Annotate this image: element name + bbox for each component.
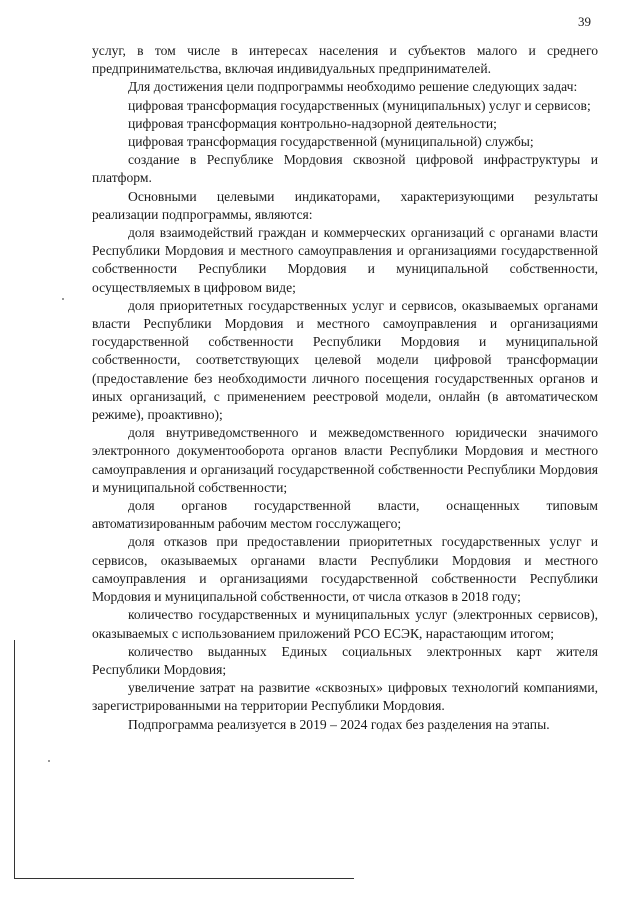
- page-number: 39: [578, 14, 591, 29]
- document-body: [92, 42, 598, 734]
- list-item: увеличение затрат на развитие «сквозных» цифровых технологий компаниями, зарегистрированными на территории Республики Мордовия.: [92, 680, 598, 714]
- list-item: доля отказов при предоставлении приоритетных государственных услуг и сервисов, оказываемых органами власти Республики Мордовия и местного самоуправления и организациями государственной собственности Республики Мордовия и муниципальной собственности, от числа отказов в 2018 году;: [92, 534, 598, 605]
- paragraph: Для достижения цели подпрограммы необходимо решение следующих задач:: [128, 79, 578, 95]
- scan-speck: [48, 760, 50, 762]
- paragraph: Основными целевыми индикаторами, характеризующими результаты реализации подпрограммы, являются:: [92, 188, 598, 222]
- list-item: доля органов государственной власти, оснащенных типовым автоматизированным рабочим местом госслужащего;: [92, 498, 598, 532]
- list-item: создание в Республике Мордовия сквозной цифровой инфраструктуры и платформ.: [92, 152, 598, 186]
- list-item: цифровая трансформация контрольно-надзорной деятельности;: [128, 115, 497, 131]
- list-item: доля внутриведомственного и межведомственного юридически значимого электронного документооборота органов власти Республики Мордовия и местного самоуправления и организаций государственной собственности Республики Мордовия и муниципальной собственности;: [92, 425, 598, 495]
- paragraph: услуг, в том числе в интересах населения и субъектов малого и среднего предпринимательства, включая индивидуальных предпринимателей.: [92, 43, 598, 77]
- scan-speck: [62, 298, 64, 300]
- paragraph: Подпрограмма реализуется в 2019 – 2024 годах без разделения на этапы.: [128, 716, 550, 732]
- scan-edge-line-horizontal: [14, 878, 354, 879]
- list-item: доля взаимодействий граждан и коммерческих организаций с органами власти Республики Мордовия и местного самоуправления и организациями государственной собственности Республики Мордовия и муниципальной собственности, осуществляемых в цифровом виде;: [92, 225, 598, 295]
- list-item: количество выданных Единых социальных электронных карт жителя Республики Мордовия;: [92, 643, 598, 677]
- scan-edge-line-vertical: [14, 640, 15, 878]
- list-item: количество государственных и муниципальных услуг (электронных сервисов), оказываемых с использованием приложений РСО ЕСЭК, нарастающим итогом;: [92, 607, 598, 641]
- list-item: цифровая трансформация государственной (муниципальной) службы;: [128, 134, 534, 150]
- list-item: цифровая трансформация государственных (муниципальных) услуг и сервисов;: [128, 97, 591, 113]
- list-item: доля приоритетных государственных услуг и сервисов, оказываемых органами власти Республики Мордовия и местного самоуправления и организациями государственной собственности Республики Мордовия и муниципальной собственности, соответствующих целевой модели цифровой трансформации (предоставление без необходимости личного посещения государственных органов и иных организаций, с применением реестровой модели, онлайн (в автоматическом режиме), проактивно);: [92, 297, 598, 423]
